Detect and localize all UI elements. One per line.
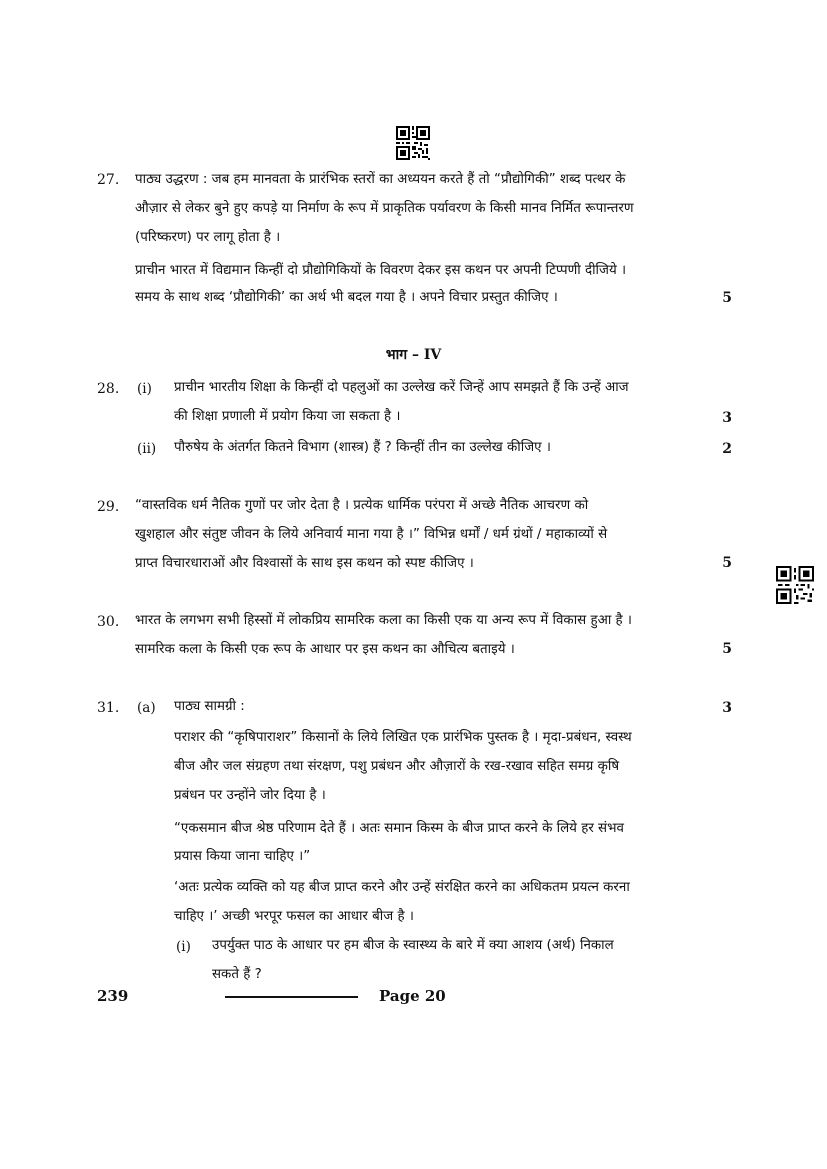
subpart-label: (i) — [176, 939, 191, 955]
question-number: 27. — [97, 172, 120, 188]
passage-text-line: बीज और जल संग्रहण तथा संरक्षण, पशु प्रबंधन और औज़ारों के रख-रखाव सहित समग्र कृषि — [174, 759, 620, 774]
question-text-line: पाठ्य सामग्री : — [174, 699, 245, 714]
question-number: 29. — [97, 499, 120, 515]
subpart-label: (ii) — [137, 441, 157, 457]
question-text-line: (परिष्करण) पर लागू होता है । — [135, 230, 281, 245]
question-text-line: पाठ्य उद्धरण : जब हम मानवता के प्रारंभिक स्तरों का अध्ययन करते हैं तो “प्रौद्योगिकी” शब्द पत्थर के — [135, 172, 626, 187]
marks-value: 3 — [722, 700, 732, 716]
footer-divider — [225, 996, 358, 998]
subpart-label: (a) — [137, 700, 156, 716]
question-text-line: प्राचीन भारत में विद्यमान किन्हीं दो प्रौद्योगिकियों के विवरण देकर इस कथन पर अपनी टिप्पणी दीजिये । — [135, 263, 627, 278]
passage-text-line: “एकसमान बीज श्रेष्ठ परिणाम देते हैं । अतः समान किस्म के बीज प्राप्त करने के लिये हर संभव — [174, 821, 624, 836]
passage-text-line: प्रयास किया जाना चाहिए ।” — [174, 849, 311, 864]
marks-value: 5 — [722, 290, 732, 306]
qr-code-icon — [776, 566, 814, 604]
question-text-line: खुशहाल और संतुष्ट जीवन के लिये अनिवार्य माना गया है ।” विभिन्न धर्मों / धर्म ग्रंथों / महाकाव्यों से — [135, 527, 608, 542]
qr-code-icon — [396, 126, 430, 160]
passage-text-line: ‘अतः प्रत्येक व्यक्ति को यह बीज प्राप्त करने और उन्हें संरक्षित करने का अधिकतम प्रयत्न करना — [174, 880, 630, 895]
question-text-line: “वास्तविक धर्म नैतिक गुणों पर जोर देता है । प्रत्येक धार्मिक परंपरा में अच्छे नैतिक आचरण को — [135, 498, 589, 513]
question-text-line: भारत के लगभग सभी हिस्सों में लोकप्रिय सामरिक कला का किसी एक या अन्य रूप में विकास हुआ है । — [135, 613, 632, 628]
marks-value: 3 — [722, 410, 732, 426]
passage-text-line: प्रबंधन पर उन्होंने जोर दिया है । — [174, 788, 326, 803]
marks-value: 2 — [722, 441, 732, 457]
question-text-line: सकते हैं ? — [212, 967, 262, 982]
question-text-line: उपर्युक्त पाठ के आधार पर हम बीज के स्वास्थ्य के बारे में क्या आशय (अर्थ) निकाल — [212, 938, 614, 953]
passage-text-line: पराशर की “कृषिपाराशर” किसानों के लिये लिखित एक प्रारंभिक पुस्तक है । मृदा-प्रबंधन, स्वस्थ — [174, 730, 632, 745]
section-heading: भाग – IV — [385, 347, 442, 363]
question-number: 31. — [97, 700, 120, 716]
question-text-line: पौरुषेय के अंतर्गत कितने विभाग (शास्त्र) हैं ? किन्हीं तीन का उल्लेख कीजिए । — [174, 440, 551, 455]
passage-text-line: चाहिए ।’ अच्छी भरपूर फसल का आधार बीज है । — [174, 909, 414, 924]
subpart-label: (i) — [137, 381, 152, 397]
question-number: 30. — [97, 614, 120, 630]
question-text-line: सामरिक कला के किसी एक रूप के आधार पर इस कथन का औचित्य बताइये । — [135, 642, 515, 657]
question-text-line: की शिक्षा प्रणाली में प्रयोग किया जा सकता है । — [174, 409, 401, 424]
question-text-line: समय के साथ शब्द ‘प्रौद्योगिकी’ का अर्थ भी बदल गया है । अपने विचार प्रस्तुत कीजिए । — [135, 290, 558, 305]
marks-value: 5 — [722, 641, 732, 657]
question-text-line: प्राचीन भारतीय शिक्षा के किन्हीं दो पहलुओं का उल्लेख करें जिन्हें आप समझते हैं कि उन्हें आज — [174, 380, 629, 395]
paper-code: 239 — [97, 987, 129, 1005]
marks-value: 5 — [722, 555, 732, 571]
question-text-line: प्राप्त विचारधाराओं और विश्वासों के साथ इस कथन को स्पष्ट कीजिए । — [135, 556, 474, 571]
question-text-line: औज़ार से लेकर बुने हुए कपड़े या निर्माण के रूप में प्राकृतिक पर्यावरण के किसी मानव निर्मित रूपान्तरण — [135, 201, 634, 216]
page-number: Page 20 — [379, 987, 446, 1005]
question-number: 28. — [97, 381, 120, 397]
